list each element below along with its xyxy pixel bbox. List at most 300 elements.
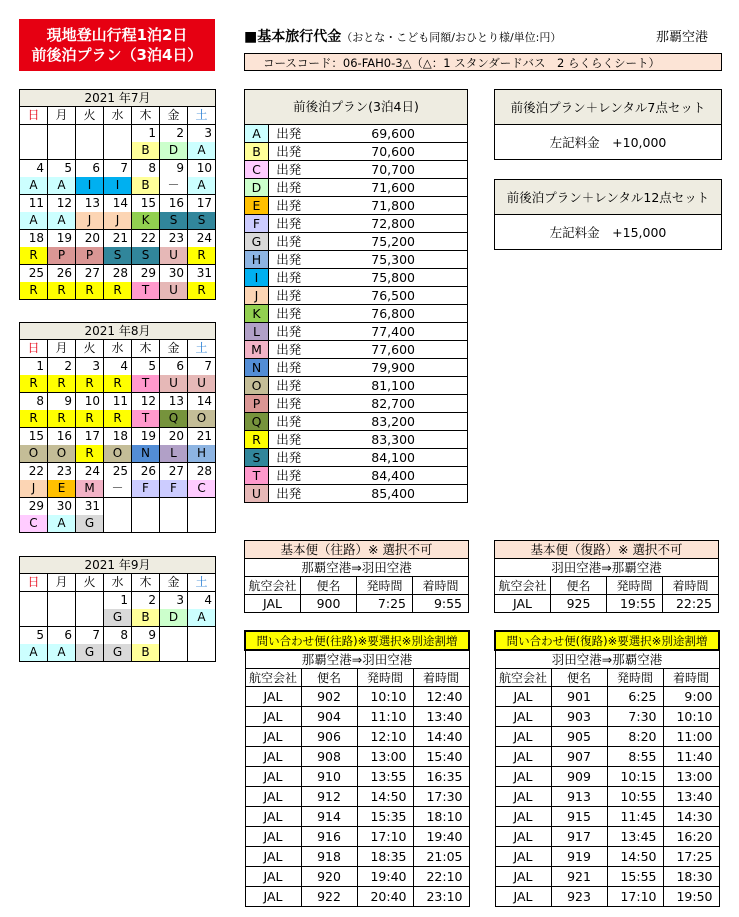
calendar-price-code bbox=[76, 609, 104, 627]
calendar-day bbox=[20, 125, 48, 143]
calendar-price-code: － bbox=[160, 177, 188, 195]
price-row bbox=[245, 125, 468, 143]
weekday-label: 月 bbox=[48, 574, 76, 592]
flight-number: 923 bbox=[551, 887, 607, 907]
flight-row bbox=[245, 887, 469, 907]
flight-arrival-time: 12:40 bbox=[413, 687, 469, 707]
weekday-label: 水 bbox=[104, 340, 132, 358]
weekday-label: 木 bbox=[132, 107, 160, 125]
price-code: K bbox=[245, 305, 269, 323]
flight-departure-time: 14:50 bbox=[607, 847, 663, 867]
flight-row bbox=[245, 847, 469, 867]
calendar-price-code: I bbox=[104, 177, 132, 195]
calendar-price-code: － bbox=[104, 480, 132, 498]
calendar-day: 11 bbox=[20, 195, 48, 213]
calendar-price-code: R bbox=[104, 375, 132, 393]
calendar-day: 9 bbox=[48, 393, 76, 411]
calendar-price-code bbox=[160, 515, 188, 533]
basic-flight-return bbox=[494, 540, 719, 613]
calendar-price-code: P bbox=[48, 247, 76, 265]
calendar-price-code: G bbox=[76, 644, 104, 662]
calendar-day: 26 bbox=[48, 265, 76, 283]
flight-row bbox=[245, 867, 469, 887]
weekday-label: 金 bbox=[160, 107, 188, 125]
flight-arrival-time: 10:10 bbox=[663, 707, 719, 727]
flight-column-header: 航空会社 bbox=[245, 577, 301, 595]
calendar-price-code bbox=[48, 142, 76, 160]
calendar-price-code: L bbox=[160, 445, 188, 463]
calendar-day: 27 bbox=[160, 463, 188, 481]
price-code: G bbox=[245, 233, 269, 251]
price-code: C bbox=[245, 161, 269, 179]
calendar-day: 11 bbox=[104, 393, 132, 411]
depart-label: 出発 bbox=[269, 413, 309, 431]
flight-airline: JAL bbox=[245, 595, 301, 613]
flight-route: 羽田空港⇒那覇空港 bbox=[495, 559, 719, 577]
calendar-price-code bbox=[20, 609, 48, 627]
flight-departure-time: 13:45 bbox=[607, 827, 663, 847]
calendar-price-code bbox=[160, 644, 188, 662]
depart-label: 出発 bbox=[269, 161, 309, 179]
price-code: T bbox=[245, 467, 269, 485]
calendar-price-code: A bbox=[188, 609, 216, 627]
calendar-price-code bbox=[188, 515, 216, 533]
flight-row bbox=[245, 727, 469, 747]
calendar-day: 6 bbox=[48, 627, 76, 645]
flight-airline: JAL bbox=[245, 867, 301, 887]
rental-7-table bbox=[494, 89, 722, 160]
calendar-day: 8 bbox=[104, 627, 132, 645]
calendar-price-code: A bbox=[48, 644, 76, 662]
flight-departure-time: 14:50 bbox=[357, 787, 413, 807]
flight-number: 918 bbox=[301, 847, 357, 867]
flight-arrival-time: 17:25 bbox=[663, 847, 719, 867]
calendar-price-code: G bbox=[76, 515, 104, 533]
calendar-price-code: R bbox=[48, 282, 76, 300]
flight-arrival-time: 11:00 bbox=[663, 727, 719, 747]
calendar-day: 10 bbox=[76, 393, 104, 411]
calendar-price-code: R bbox=[20, 375, 48, 393]
flight-airline: JAL bbox=[495, 727, 551, 747]
flight-row bbox=[495, 807, 719, 827]
calendar-price-code: M bbox=[76, 480, 104, 498]
flight-number: 907 bbox=[551, 747, 607, 767]
flight-row bbox=[495, 867, 719, 887]
flight-arrival-time: 22:10 bbox=[413, 867, 469, 887]
price-row bbox=[245, 233, 468, 251]
price-code: M bbox=[245, 341, 269, 359]
calendar-august bbox=[19, 322, 216, 533]
calendar-day: 16 bbox=[160, 195, 188, 213]
flight-column-header: 便名 bbox=[551, 669, 607, 687]
flight-column-header: 着時間 bbox=[663, 577, 719, 595]
calendar-september bbox=[19, 556, 216, 662]
calendar-day bbox=[76, 592, 104, 610]
calendar-price-code: G bbox=[104, 644, 132, 662]
price-value: 85,400 bbox=[309, 485, 468, 503]
calendar-day: 29 bbox=[132, 265, 160, 283]
price-code: U bbox=[245, 485, 269, 503]
flight-row bbox=[495, 747, 719, 767]
flight-number: 901 bbox=[551, 687, 607, 707]
calendar-day: 8 bbox=[20, 393, 48, 411]
calendar-price-code: A bbox=[48, 212, 76, 230]
flight-number: 915 bbox=[551, 807, 607, 827]
calendar-day: 5 bbox=[132, 358, 160, 376]
calendar-day bbox=[160, 627, 188, 645]
flight-number: 916 bbox=[301, 827, 357, 847]
calendar-price-code: R bbox=[20, 410, 48, 428]
flight-arrival-time: 16:20 bbox=[663, 827, 719, 847]
calendar-price-code: R bbox=[20, 247, 48, 265]
price-code: A bbox=[245, 125, 269, 143]
calendar-price-code: T bbox=[132, 410, 160, 428]
flight-row bbox=[245, 767, 469, 787]
calendar-day: 2 bbox=[132, 592, 160, 610]
calendar-price-code: U bbox=[160, 247, 188, 265]
calendar-price-code: F bbox=[132, 480, 160, 498]
calendar-day: 25 bbox=[104, 463, 132, 481]
calendar-day: 12 bbox=[48, 195, 76, 213]
flight-airline: JAL bbox=[495, 827, 551, 847]
flight-departure-time: 15:35 bbox=[357, 807, 413, 827]
calendar-day: 24 bbox=[76, 463, 104, 481]
calendar-day: 19 bbox=[132, 428, 160, 446]
calendar-price-code: B bbox=[132, 142, 160, 160]
calendar-price-code: R bbox=[76, 375, 104, 393]
calendar-price-code: J bbox=[76, 212, 104, 230]
calendar-day: 23 bbox=[48, 463, 76, 481]
calendar-price-code: R bbox=[188, 282, 216, 300]
flight-column-header: 着時間 bbox=[413, 669, 469, 687]
flight-arrival-time: 9:00 bbox=[663, 687, 719, 707]
flight-departure-time: 19:40 bbox=[357, 867, 413, 887]
calendar-price-code: B bbox=[132, 177, 160, 195]
calendar-day: 23 bbox=[160, 230, 188, 248]
price-code: O bbox=[245, 377, 269, 395]
calendar-price-code bbox=[104, 142, 132, 160]
calendar-day bbox=[160, 498, 188, 516]
flight-airline: JAL bbox=[245, 847, 301, 867]
calendar-day: 10 bbox=[188, 160, 216, 178]
calendar-day bbox=[104, 125, 132, 143]
price-value: 76,500 bbox=[309, 287, 468, 305]
flight-airline: JAL bbox=[495, 787, 551, 807]
calendar-day: 21 bbox=[188, 428, 216, 446]
calendar-price-code: O bbox=[104, 445, 132, 463]
weekday-label: 水 bbox=[104, 574, 132, 592]
calendar-price-code: U bbox=[160, 375, 188, 393]
calendar-price-code: R bbox=[76, 445, 104, 463]
calendar-price-code: S bbox=[188, 212, 216, 230]
flight-airline: JAL bbox=[495, 867, 551, 887]
calendar-day: 4 bbox=[188, 592, 216, 610]
flight-row bbox=[495, 787, 719, 807]
weekday-label: 日 bbox=[20, 340, 48, 358]
depart-label: 出発 bbox=[269, 485, 309, 503]
price-row bbox=[245, 179, 468, 197]
flight-airline: JAL bbox=[245, 747, 301, 767]
weekday-label: 水 bbox=[104, 107, 132, 125]
price-table-title: 前後泊プラン(3泊4日) bbox=[245, 90, 468, 125]
calendar-price-code: U bbox=[188, 375, 216, 393]
calendar-price-code: P bbox=[76, 247, 104, 265]
flight-number: 906 bbox=[301, 727, 357, 747]
calendar-day: 3 bbox=[160, 592, 188, 610]
calendar-day: 6 bbox=[160, 358, 188, 376]
flight-arrival-time: 11:40 bbox=[663, 747, 719, 767]
flight-airline: JAL bbox=[495, 847, 551, 867]
flight-table-title: 問い合わせ便(復路)※要選択※別途割増 bbox=[495, 631, 719, 650]
price-value: 76,800 bbox=[309, 305, 468, 323]
calendar-price-code: R bbox=[20, 282, 48, 300]
calendar-price-code bbox=[132, 515, 160, 533]
flight-departure-time: 19:55 bbox=[607, 595, 663, 613]
depart-label: 出発 bbox=[269, 215, 309, 233]
flight-number: 908 bbox=[301, 747, 357, 767]
calendar-july bbox=[19, 89, 216, 300]
price-row bbox=[245, 377, 468, 395]
depart-label: 出発 bbox=[269, 359, 309, 377]
flight-arrival-time: 15:40 bbox=[413, 747, 469, 767]
weekday-label: 日 bbox=[20, 107, 48, 125]
calendar-day: 19 bbox=[48, 230, 76, 248]
flight-departure-time: 6:25 bbox=[607, 687, 663, 707]
flight-number: 919 bbox=[551, 847, 607, 867]
calendar-price-code bbox=[20, 142, 48, 160]
flight-departure-time: 11:10 bbox=[357, 707, 413, 727]
flight-row bbox=[495, 687, 719, 707]
calendar-day: 17 bbox=[188, 195, 216, 213]
flight-arrival-time: 9:55 bbox=[413, 595, 469, 613]
calendar-day: 25 bbox=[20, 265, 48, 283]
price-row bbox=[245, 449, 468, 467]
flight-column-header: 航空会社 bbox=[495, 669, 551, 687]
price-value: 77,400 bbox=[309, 323, 468, 341]
calendar-day: 7 bbox=[104, 160, 132, 178]
price-row bbox=[245, 215, 468, 233]
weekday-label: 木 bbox=[132, 340, 160, 358]
price-row bbox=[245, 467, 468, 485]
price-code: S bbox=[245, 449, 269, 467]
depart-label: 出発 bbox=[269, 197, 309, 215]
inquiry-flight-outbound bbox=[244, 630, 470, 907]
calendar-day: 28 bbox=[188, 463, 216, 481]
price-value: 75,800 bbox=[309, 269, 468, 287]
calendar-day: 22 bbox=[20, 463, 48, 481]
calendar-day: 28 bbox=[104, 265, 132, 283]
weekday-label: 火 bbox=[76, 340, 104, 358]
flight-departure-time: 7:30 bbox=[607, 707, 663, 727]
price-value: 79,900 bbox=[309, 359, 468, 377]
price-table bbox=[244, 89, 468, 503]
calendar-price-code bbox=[76, 142, 104, 160]
depart-label: 出発 bbox=[269, 179, 309, 197]
flight-arrival-time: 14:30 bbox=[663, 807, 719, 827]
calendar-title: 2021 年9月 bbox=[20, 557, 216, 574]
flight-row bbox=[495, 595, 719, 613]
basic-fee-heading bbox=[244, 26, 561, 46]
price-value: 75,300 bbox=[309, 251, 468, 269]
flight-row bbox=[495, 707, 719, 727]
calendar-day: 4 bbox=[104, 358, 132, 376]
flight-airline: JAL bbox=[495, 887, 551, 907]
calendar-title: 2021 年8月 bbox=[20, 323, 216, 340]
flight-departure-time: 13:00 bbox=[357, 747, 413, 767]
flight-number: 903 bbox=[551, 707, 607, 727]
calendar-day: 1 bbox=[20, 358, 48, 376]
flight-column-header: 便名 bbox=[301, 669, 357, 687]
calendar-day: 14 bbox=[104, 195, 132, 213]
flight-number: 904 bbox=[301, 707, 357, 727]
flight-airline: JAL bbox=[245, 727, 301, 747]
calendar-price-code: R bbox=[76, 410, 104, 428]
flight-table-title: 基本便（復路）※ 選択不可 bbox=[495, 541, 719, 559]
weekday-label: 土 bbox=[188, 107, 216, 125]
flight-arrival-time: 22:25 bbox=[663, 595, 719, 613]
price-value: 83,300 bbox=[309, 431, 468, 449]
price-code: E bbox=[245, 197, 269, 215]
flight-departure-time: 18:35 bbox=[357, 847, 413, 867]
flight-row bbox=[495, 847, 719, 867]
weekday-label: 日 bbox=[20, 574, 48, 592]
flight-airline: JAL bbox=[495, 707, 551, 727]
flight-row bbox=[245, 707, 469, 727]
weekday-label: 月 bbox=[48, 107, 76, 125]
price-row bbox=[245, 143, 468, 161]
calendar-day bbox=[48, 125, 76, 143]
basic-fee-note: （おとな・こども同額/おひとり様/単位:円） bbox=[341, 31, 562, 44]
calendar-price-code: A bbox=[20, 212, 48, 230]
calendar-price-code: D bbox=[160, 609, 188, 627]
calendar-day: 1 bbox=[132, 125, 160, 143]
depart-label: 出発 bbox=[269, 323, 309, 341]
calendar-price-code: S bbox=[104, 247, 132, 265]
flight-arrival-time: 13:40 bbox=[413, 707, 469, 727]
flight-number: 922 bbox=[301, 887, 357, 907]
flight-arrival-time: 13:00 bbox=[663, 767, 719, 787]
flight-arrival-time: 17:30 bbox=[413, 787, 469, 807]
flight-column-header: 便名 bbox=[551, 577, 607, 595]
calendar-price-code: Q bbox=[160, 410, 188, 428]
flight-departure-time: 10:10 bbox=[357, 687, 413, 707]
flight-number: 902 bbox=[301, 687, 357, 707]
depart-label: 出発 bbox=[269, 233, 309, 251]
depart-label: 出発 bbox=[269, 449, 309, 467]
weekday-label: 木 bbox=[132, 574, 160, 592]
flight-departure-time: 13:55 bbox=[357, 767, 413, 787]
depart-label: 出発 bbox=[269, 377, 309, 395]
flight-arrival-time: 19:40 bbox=[413, 827, 469, 847]
flight-airline: JAL bbox=[245, 787, 301, 807]
calendar-title: 2021 年7月 bbox=[20, 90, 216, 107]
price-value: 77,600 bbox=[309, 341, 468, 359]
rental-12-title: 前後泊プラン＋レンタル12点セット bbox=[495, 180, 722, 215]
flight-row bbox=[495, 827, 719, 847]
flight-row bbox=[245, 787, 469, 807]
price-value: 84,100 bbox=[309, 449, 468, 467]
flight-departure-time: 17:10 bbox=[607, 887, 663, 907]
flight-column-header: 着時間 bbox=[413, 577, 469, 595]
flight-airline: JAL bbox=[495, 747, 551, 767]
calendar-day: 22 bbox=[132, 230, 160, 248]
rental-12-table bbox=[494, 179, 722, 250]
flight-column-header: 発時間 bbox=[607, 669, 663, 687]
flight-number: 905 bbox=[551, 727, 607, 747]
calendar-day bbox=[76, 125, 104, 143]
calendar-price-code: O bbox=[48, 445, 76, 463]
depart-label: 出発 bbox=[269, 125, 309, 143]
calendar-day: 4 bbox=[20, 160, 48, 178]
basic-fee-label: ■基本旅行代金 bbox=[244, 29, 342, 45]
flight-number: 900 bbox=[301, 595, 357, 613]
flight-row bbox=[495, 887, 719, 907]
weekday-label: 土 bbox=[188, 574, 216, 592]
calendar-day bbox=[48, 592, 76, 610]
flight-column-header: 発時間 bbox=[607, 577, 663, 595]
price-row bbox=[245, 269, 468, 287]
calendar-day: 9 bbox=[132, 627, 160, 645]
calendar-price-code: O bbox=[20, 445, 48, 463]
calendar-price-code bbox=[104, 515, 132, 533]
calendar-price-code: A bbox=[20, 644, 48, 662]
calendar-day: 29 bbox=[20, 498, 48, 516]
plan-title-line1: 現地登山行程1泊2日 bbox=[46, 26, 188, 44]
calendar-day: 31 bbox=[76, 498, 104, 516]
calendar-price-code: K bbox=[132, 212, 160, 230]
flight-arrival-time: 16:35 bbox=[413, 767, 469, 787]
price-row bbox=[245, 251, 468, 269]
flight-arrival-time: 19:50 bbox=[663, 887, 719, 907]
flight-number: 913 bbox=[551, 787, 607, 807]
flight-airline: JAL bbox=[495, 767, 551, 787]
calendar-day bbox=[132, 498, 160, 516]
flight-table-title: 基本便（往路）※ 選択不可 bbox=[245, 541, 469, 559]
calendar-day: 21 bbox=[104, 230, 132, 248]
flight-column-header: 航空会社 bbox=[495, 577, 551, 595]
price-code: J bbox=[245, 287, 269, 305]
calendar-price-code: R bbox=[76, 282, 104, 300]
price-code: P bbox=[245, 395, 269, 413]
calendar-day: 5 bbox=[20, 627, 48, 645]
calendar-day: 30 bbox=[48, 498, 76, 516]
price-value: 69,600 bbox=[309, 125, 468, 143]
flight-column-header: 便名 bbox=[301, 577, 357, 595]
price-row bbox=[245, 413, 468, 431]
calendar-price-code: D bbox=[160, 142, 188, 160]
calendar-day: 24 bbox=[188, 230, 216, 248]
depart-label: 出発 bbox=[269, 143, 309, 161]
calendar-day bbox=[188, 498, 216, 516]
calendar-day bbox=[188, 627, 216, 645]
flight-column-header: 発時間 bbox=[357, 669, 413, 687]
price-value: 82,700 bbox=[309, 395, 468, 413]
flight-number: 925 bbox=[551, 595, 607, 613]
price-value: 81,100 bbox=[309, 377, 468, 395]
flight-number: 921 bbox=[551, 867, 607, 887]
calendar-price-code: A bbox=[48, 515, 76, 533]
calendar-day: 2 bbox=[48, 358, 76, 376]
calendar-day: 26 bbox=[132, 463, 160, 481]
flight-departure-time: 15:55 bbox=[607, 867, 663, 887]
price-code: B bbox=[245, 143, 269, 161]
calendar-price-code bbox=[48, 609, 76, 627]
price-value: 75,200 bbox=[309, 233, 468, 251]
flight-airline: JAL bbox=[245, 707, 301, 727]
price-row bbox=[245, 359, 468, 377]
calendar-day: 31 bbox=[188, 265, 216, 283]
calendar-price-code: R bbox=[104, 410, 132, 428]
